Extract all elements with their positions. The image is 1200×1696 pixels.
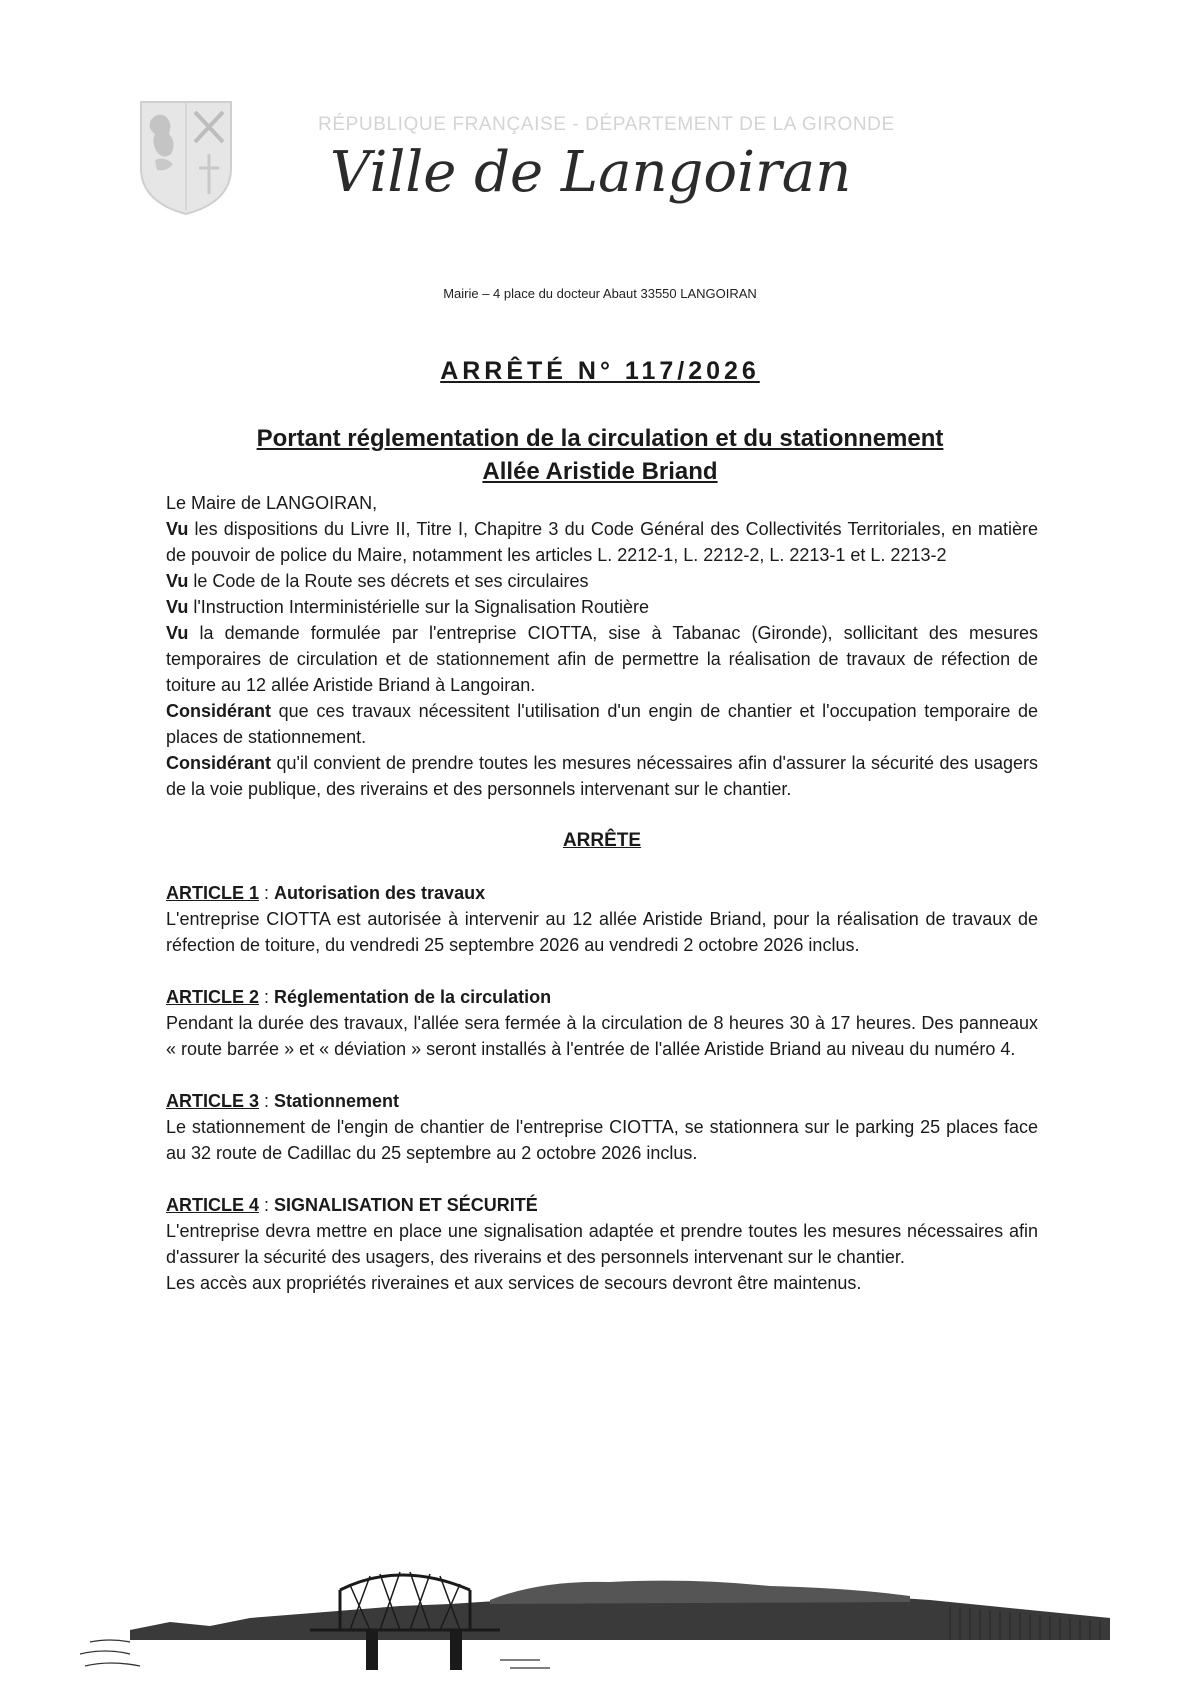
article-text: L'entreprise devra mettre en place une signalisation adaptée et prendre toutes les mesures nécessaires afin d'assurer la sécurité des usagers, des riverains et des personnels intervenant sur le chantier.	[166, 1221, 1038, 1267]
subject-line: Portant réglementation de la circulation et du stationnement	[256, 425, 944, 452]
subject-line: Allée Aristide Briand	[482, 458, 718, 485]
article-text: Le stationnement de l'engin de chantier de l'entreprise CIOTTA, se stationnera sur le parking 25 places face au 32 route de Cadillac du 25 septembre au 2 octobre 2026 inclus.	[166, 1117, 1038, 1163]
article-heading: ARTICLE 4 : SIGNALISATION ET SÉCURITÉ	[166, 1195, 538, 1215]
article-text: Les accès aux propriétés riveraines et aux services de secours devront être maintenus.	[166, 1273, 862, 1293]
bridge-landscape-illustration	[70, 1530, 1130, 1680]
town-name: Ville de Langoiran	[330, 140, 852, 205]
town-hall-address: Mairie – 4 place du docteur Abaut 33550 LANGOIRAN	[443, 286, 757, 301]
coat-of-arms-icon	[137, 98, 235, 216]
article-text: Pendant la durée des travaux, l'allée sera fermée à la circulation de 8 heures 30 à 17 heures. Des panneaux « route barrée » et « déviation » seront installés à l'entrée de l'allée Aristide Briand au niveau du numéro 4.	[166, 1013, 1038, 1059]
republic-header: RÉPUBLIQUE FRANÇAISE - DÉPARTEMENT DE LA GIRONDE	[318, 114, 895, 135]
preamble-vu: Vu le Code de la Route ses décrets et ses circulaires	[166, 571, 589, 591]
article-text: L'entreprise CIOTTA est autorisée à intervenir au 12 allée Aristide Briand, pour la réalisation de travaux de réfection de toiture, du vendredi 25 septembre 2026 au vendredi 2 octobre 2026 inclus.	[166, 909, 1038, 955]
decree-body	[166, 490, 1038, 1296]
preamble-considerant: Considérant qu'il convient de prendre toutes les mesures nécessaires afin d'assurer la sécurité des usagers de la voie publique, des riverains et des personnels intervenant sur le chantier.	[166, 753, 1038, 799]
preamble-intro: Le Maire de LANGOIRAN,	[166, 493, 378, 513]
arrete-heading: ARRÊTE	[562, 830, 642, 851]
article-heading: ARTICLE 1 : Autorisation des travaux	[166, 883, 486, 903]
preamble-considerant: Considérant que ces travaux nécessitent l'utilisation d'un engin de chantier et l'occupation temporaire de places de stationnement.	[166, 701, 1038, 747]
preamble-vu: Vu la demande formulée par l'entreprise CIOTTA, sise à Tabanac (Gironde), sollicitant des mesures temporaires de circulation et de stationnement afin de permettre la réalisation de travaux de réfection de toiture au 12 allée Aristide Briand à Langoiran.	[166, 623, 1038, 695]
decree-title: ARRÊTÉ N° 117/2026	[440, 357, 760, 385]
preamble-vu: Vu l'Instruction Interministérielle sur la Signalisation Routière	[166, 597, 649, 617]
article-heading: ARTICLE 3 : Stationnement	[166, 1091, 400, 1111]
decree-subject	[150, 422, 1050, 488]
article-heading: ARTICLE 2 : Réglementation de la circulation	[166, 987, 552, 1007]
preamble-vu: Vu les dispositions du Livre II, Titre I, Chapitre 3 du Code Général des Collectivités Territoriales, en matière de pouvoir de police du Maire, notamment les articles L. 2212-1, L. 2212-2, L. 2213-1 et L. 2213-2	[166, 519, 1038, 565]
